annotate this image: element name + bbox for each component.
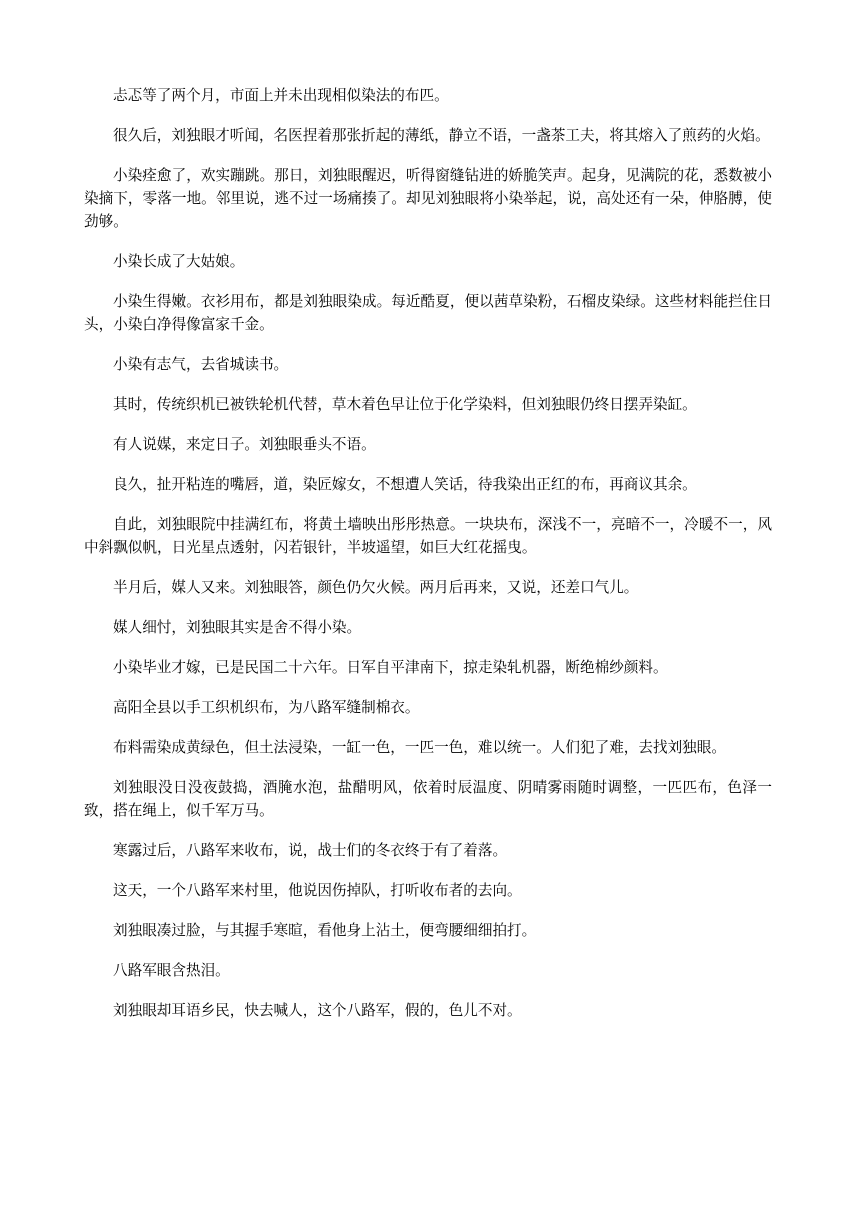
paragraph-17: 寒露过后，八路军来收布，说，战士们的冬衣终于有了着落。 [113,842,508,859]
document-page [84,84,772,1039]
paragraph-9: 良久，扯开粘连的嘴唇，道，染匠嫁女，不想遭人笑话，待我染出正红的布，再商议其余。 [113,476,697,493]
paragraph-18: 这天，一个八路军来村里，他说因伤掉队，打听收布者的去向。 [113,882,522,899]
paragraph-6: 小染有志气，去省城读书。 [113,356,289,373]
paragraph-16: 刘独眼没日没夜鼓捣，酒腌水泡，盐醋明风，依着时辰温度、阴晴雾雨随时调整，一匹匹布，色泽一致，搭在绳上，似千军万马。 [84,779,772,819]
paragraph-5: 小染生得嫩。衣衫用布，都是刘独眼染成。每近酷夏，便以茜草染粉，石榴皮染绿。这些材料能拦住日头，小染白净得像富家千金。 [84,293,772,333]
paragraph-1: 忐忑等了两个月，市面上并未出现相似染法的布匹。 [113,87,449,104]
paragraph-10: 自此，刘独眼院中挂满红布，将黄土墙映出彤彤热意。一块块布，深浅不一，亮暗不一，冷暖不一，风中斜飘似帆，日光星点透射，闪若银针，半坡遥望，如巨大红花摇曳。 [84,516,772,556]
paragraph-19: 刘独眼凑过脸，与其握手寒暄，看他身上沾土，便弯腰细细拍打。 [113,922,537,939]
paragraph-12: 媒人细忖，刘独眼其实是舍不得小染。 [113,619,362,636]
paragraph-20: 八路军眼含热泪。 [113,962,230,979]
paragraph-11: 半月后，媒人又来。刘独眼答，颜色仍欠火候。两月后再来，又说，还差口气儿。 [113,579,639,596]
paragraph-15: 布料需染成黄绿色，但土法浸染，一缸一色，一匹一色，难以统一。人们犯了难，去找刘独眼。 [113,739,726,756]
paragraph-14: 高阳全县以手工织机织布，为八路军缝制棉衣。 [113,699,420,716]
paragraph-4: 小染长成了大姑娘。 [113,253,245,270]
paragraph-7: 其时，传统织机已被铁轮机代替，草木着色早让位于化学染料，但刘独眼仍终日摆弄染缸。 [113,396,697,413]
paragraph-13: 小染毕业才嫁，已是民国二十六年。日军自平津南下，掠走染轧机器，断绝棉纱颜料。 [113,659,668,676]
paragraph-8: 有人说媒，来定日子。刘独眼垂头不语。 [113,436,376,453]
paragraph-21: 刘独眼却耳语乡民，快去喊人，这个八路军，假的，色儿不对。 [113,1002,522,1019]
paragraph-2: 很久后，刘独眼才听闻，名医捏着那张折起的薄纸，静立不语，一盏茶工夫，将其熔入了煎药的火焰。 [113,127,770,144]
paragraph-3: 小染痊愈了，欢实蹦跳。那日，刘独眼醒迟，听得窗缝钻进的娇脆笑声。起身，见满院的花，悉数被小染摘下，零落一地。邻里说，逃不过一场痛揍了。却见刘独眼将小染举起，说，高处还有一朵，伸胳膊，使劲够。 [84,167,772,230]
